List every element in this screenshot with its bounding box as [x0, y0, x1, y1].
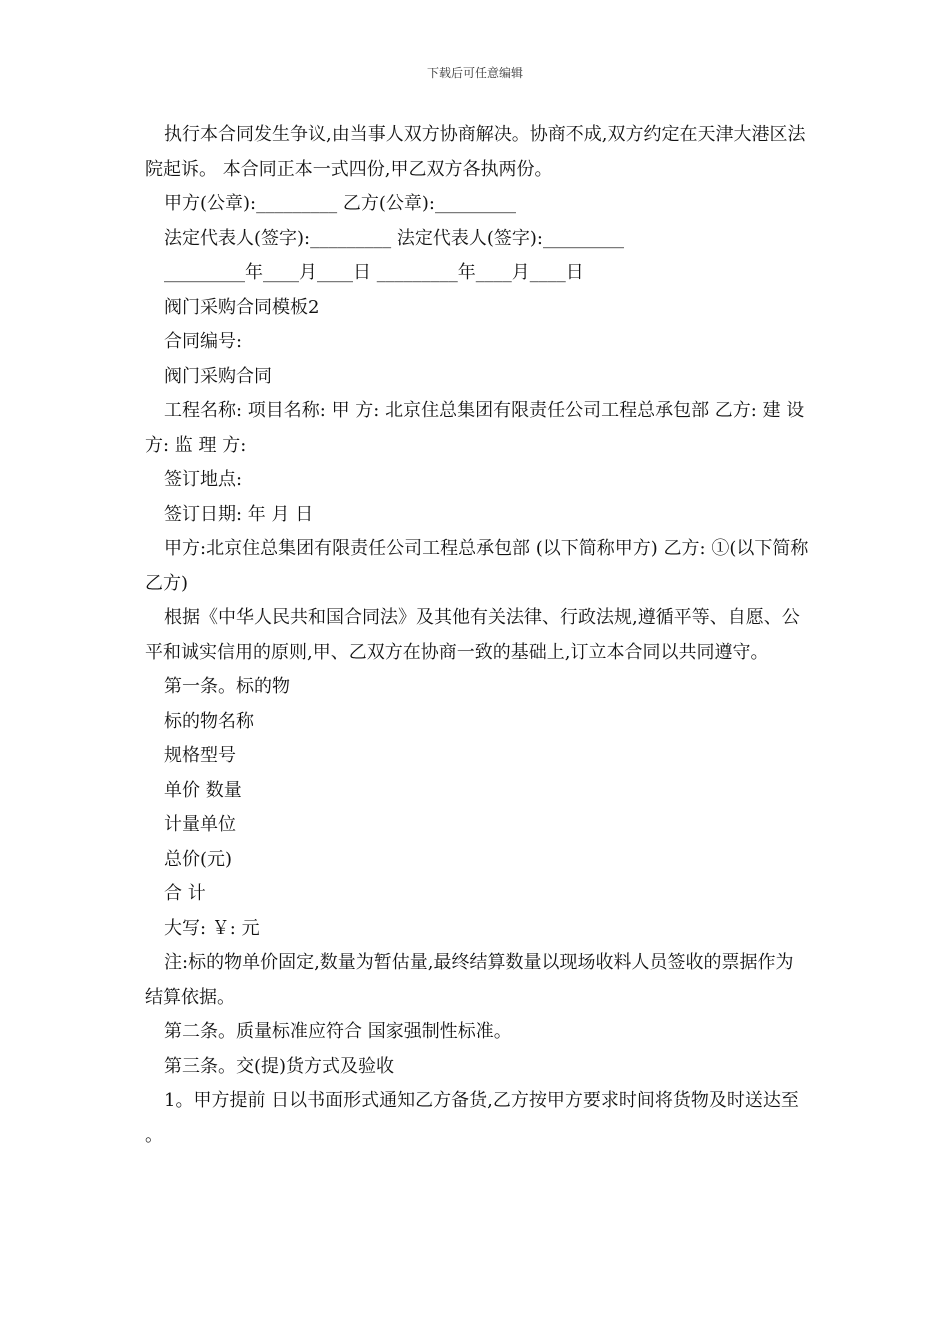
field-unit: 计量单位 — [164, 814, 236, 835]
signing-place: 签订地点: — [164, 469, 243, 490]
field-price-quantity: 单价 数量 — [164, 779, 242, 801]
contract-number: 合同编号: — [164, 331, 243, 352]
article-2: 第二条。质量标准应符合 国家强制性标准。 — [164, 1021, 512, 1042]
paragraph-signatures: 法定代表人(签字):_________ 法定代表人(签字):_________ — [164, 227, 624, 249]
paragraph-dispute: 执行本合同发生争议,由当事人双方协商解决。协商不成,双方约定在天津大港区法院起诉。 本合同正本一式四份,甲乙双方各执两份。 — [145, 124, 806, 180]
field-item-name: 标的物名称 — [164, 710, 254, 732]
field-sum: 合 计 — [164, 883, 206, 904]
page-header: 下载后可任意编辑 — [426, 66, 523, 80]
field-spec: 规格型号 — [164, 745, 236, 766]
article-3-clause-1: 1。甲方提前 日以书面形式通知乙方备货,乙方按甲方要求时间将货物及时送达至 。 — [145, 1090, 805, 1146]
signing-date: 签订日期: 年 月 日 — [164, 503, 314, 525]
document-body — [145, 118, 810, 1153]
paragraph-basis: 根据《中华人民共和国合同法》及其他有关法律、行政法规,遵循平等、自愿、公平和诚实信用的原则,甲、乙双方在协商一致的基础上,订立本合同以共同遵守。 — [145, 607, 800, 663]
paragraph-dates: _________年____月____日 _________年____月____日 — [164, 262, 584, 283]
paragraph-seals: 甲方(公章):_________ 乙方(公章):_________ — [164, 193, 516, 214]
article-3-heading: 第三条。交(提)货方式及验收 — [164, 1055, 395, 1077]
field-capital: 大写: ￥: 元 — [164, 917, 260, 939]
article-1-heading: 第一条。标的物 — [164, 676, 290, 697]
paragraph-parties-info: 工程名称: 项目名称: 甲 方: 北京住总集团有限责任公司工程总承包部 乙方: 建 设 方: 监 理 方: — [145, 400, 811, 456]
field-total: 总价(元) — [164, 848, 233, 870]
paragraph-parties: 甲方:北京住总集团有限责任公司工程总承包部 (以下简称甲方) 乙方: ①(以下简称乙方) — [145, 538, 809, 594]
template-title: 阀门采购合同模板2 — [164, 296, 320, 318]
contract-title: 阀门采购合同 — [164, 365, 272, 387]
paragraph-note: 注:标的物单价固定,数量为暂估量,最终结算数量以现场收料人员签收的票据作为结算依据。 — [145, 952, 794, 1008]
